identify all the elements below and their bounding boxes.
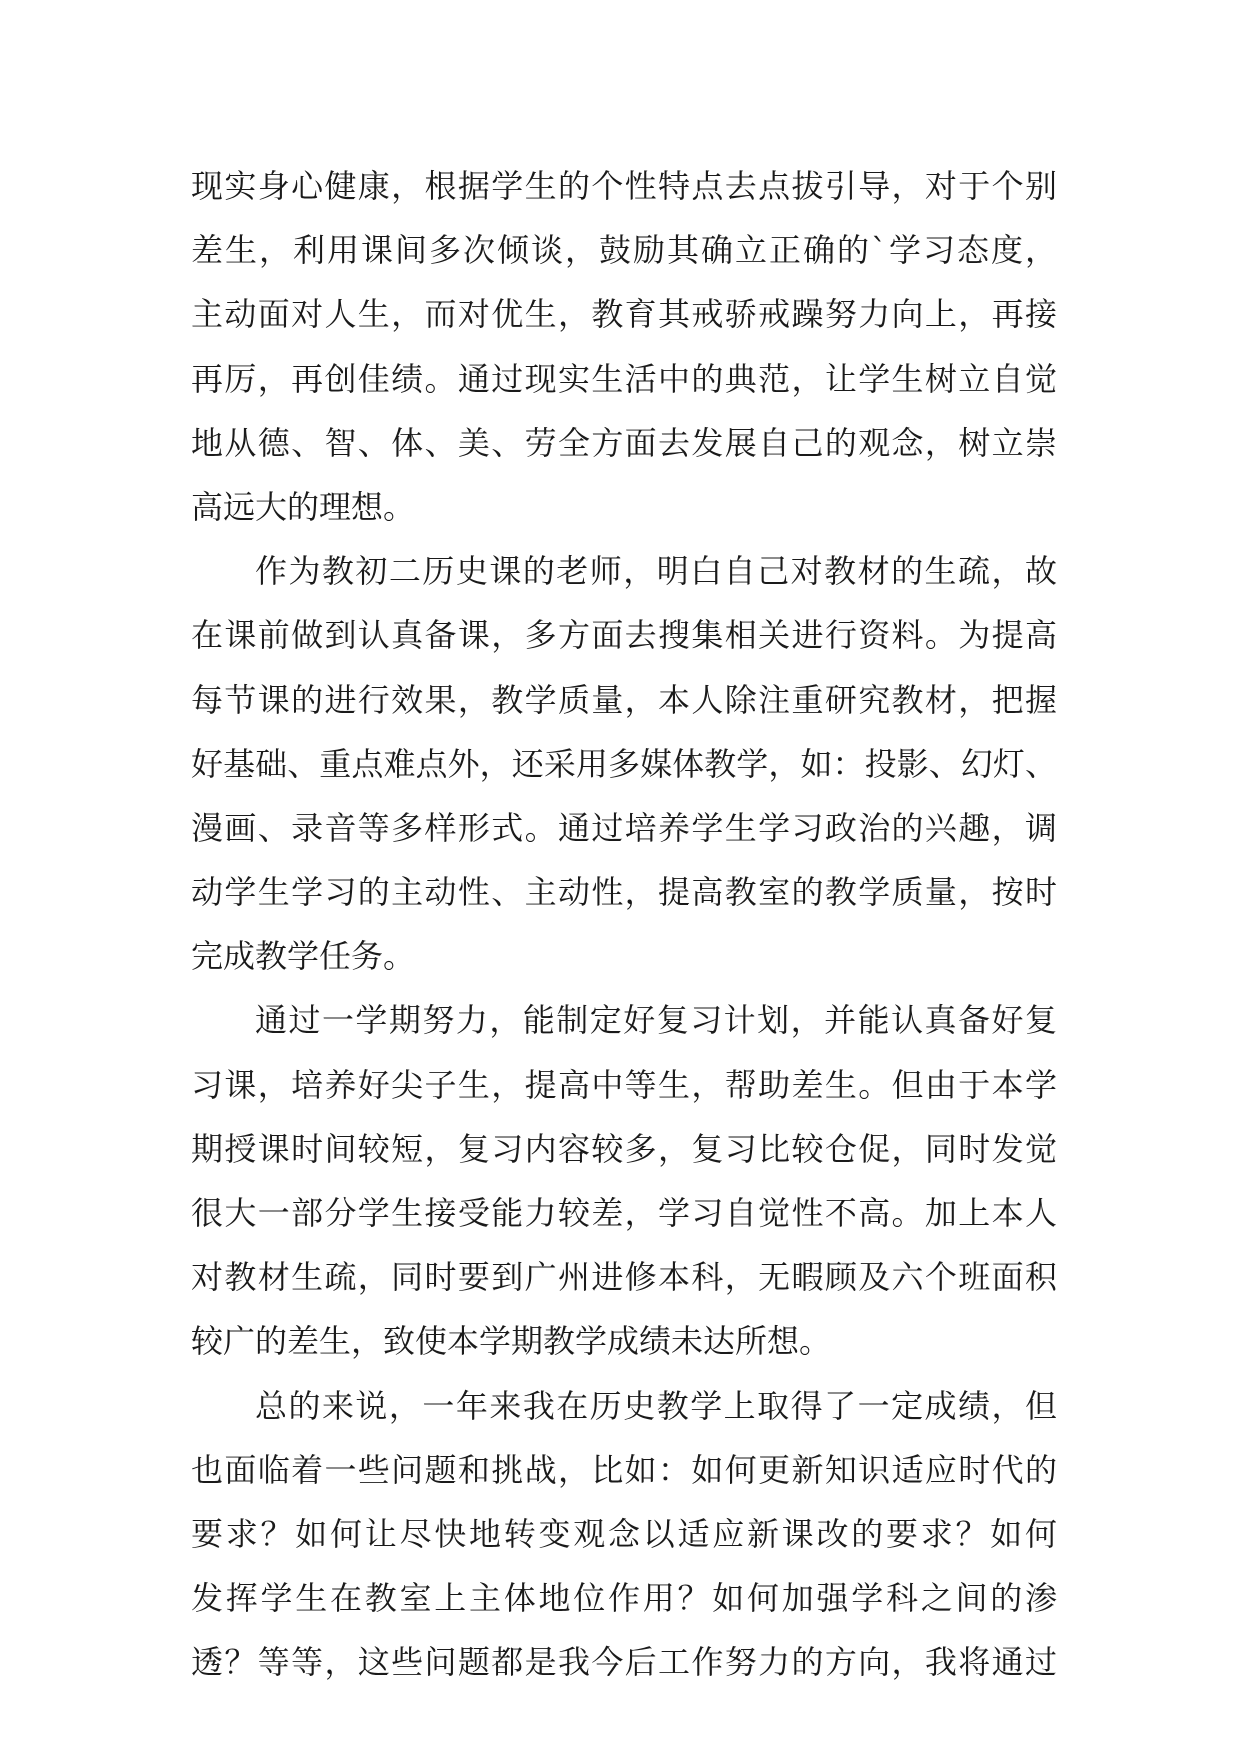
text-line: 动学生学习的主动性、主动性，提高教室的教学质量，按时 [191, 873, 1057, 912]
text-line: 习课，培养好尖子生，提高中等生，帮助差生。但由于本学 [191, 1065, 1057, 1104]
text-line: 通过一学期努力，能制定好复习计划，并能认真备好复 [255, 1001, 1057, 1040]
text-line: 发挥学生在教室上主体地位作用？如何加强学科之间的渗 [191, 1579, 1057, 1618]
text-line: 好基础、重点难点外，还采用多媒体教学，如：投影、幻灯、 [191, 744, 1057, 783]
text-line: 对教材生疏，同时要到广州进修本科，无暇顾及六个班面积 [191, 1258, 1057, 1297]
text-line: 较广的差生，致使本学期教学成绩未达所想。 [191, 1322, 832, 1361]
text-line: 现实身心健康，根据学生的个性特点去点拔引导，对于个别 [191, 167, 1057, 205]
text-line: 期授课时间较短，复习内容较多，复习比较仓促，同时发觉 [191, 1129, 1057, 1168]
text-line: 主动面对人生，而对优生，教育其戒骄戒躁努力向上，再接 [191, 295, 1057, 334]
text-line: 在课前做到认真备课，多方面去搜集相关进行资料。为提高 [191, 616, 1057, 655]
text-line: 再厉，再创佳绩。通过现实生活中的典范，让学生树立自觉 [191, 359, 1057, 398]
text-line: 总的来说，一年来我在历史教学上取得了一定成绩，但 [255, 1386, 1057, 1425]
text-line: 完成教学任务。 [191, 937, 416, 976]
text-line: 每节课的进行效果，教学质量，本人除注重研究教材，把握 [191, 680, 1057, 719]
text-line: 作为教初二历史课的老师，明白自己对教材的生疏，故 [255, 552, 1057, 591]
body-text [191, 154, 1057, 1695]
text-line: 漫画、录音等多样形式。通过培养学生学习政治的兴趣，调 [191, 808, 1057, 847]
text-line: 差生，利用课间多次倾谈，鼓励其确立正确的`学习态度， [191, 231, 1057, 270]
text-line: 透？等等，这些问题都是我今后工作努力的方向，我将通过 [191, 1643, 1057, 1682]
text-line: 地从德、智、体、美、劳全方面去发展自己的观念，树立崇 [191, 423, 1057, 462]
text-line: 高远大的理想。 [191, 487, 416, 526]
text-line: 很大一部分学生接受能力较差，学习自觉性不高。加上本人 [191, 1194, 1057, 1232]
text-line: 要求？如何让尽快地转变观念以适应新课改的要求？如何 [191, 1514, 1057, 1553]
text-line: 也面临着一些问题和挑战，比如：如何更新知识适应时代的 [191, 1450, 1057, 1489]
